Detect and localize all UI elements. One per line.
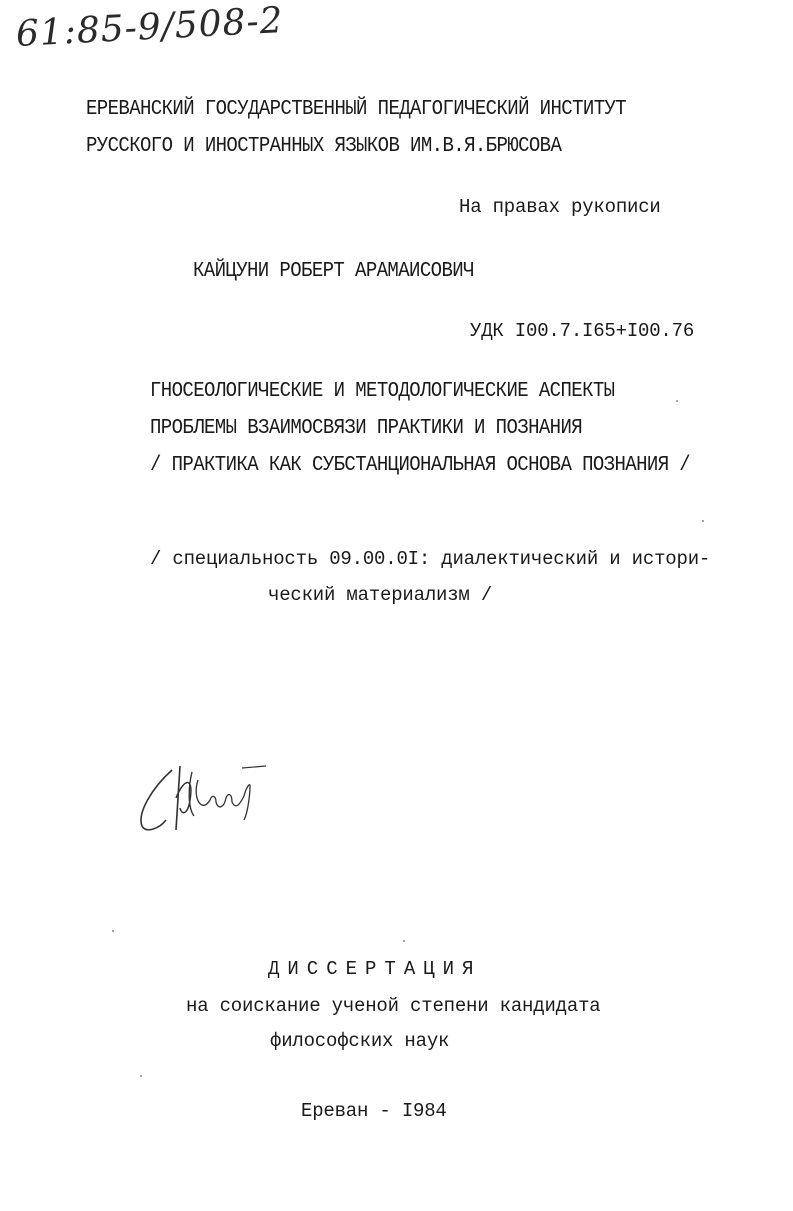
scan-speck: [676, 400, 678, 402]
scan-speck: [112, 930, 114, 932]
scan-speck: [702, 520, 704, 522]
scan-speck: [403, 940, 405, 942]
title-line-3: / ПРАКТИКА КАК СУБСТАНЦИОНАЛЬНАЯ ОСНОВА ПОЗНАНИЯ /: [150, 452, 691, 477]
handwritten-signature: [132, 758, 272, 838]
scan-speck: [140, 1075, 142, 1077]
author-name: КАЙЦУНИ РОБЕРТ АРАМАИСОВИЧ: [193, 258, 474, 283]
specialty-line-2: ческий материализм /: [268, 584, 493, 606]
archive-handwritten-mark: 61:85-9/508-2: [15, 0, 285, 55]
place-and-year: Ереван - I984: [301, 1100, 447, 1122]
title-line-2: ПРОБЛЕМЫ ВЗАИМОСВЯЗИ ПРАКТИКИ И ПОЗНАНИЯ: [150, 415, 583, 440]
institute-line-2: РУССКОГО И ИНОСТРАННЫХ ЯЗЫКОВ ИМ.В.Я.БРЮСОВА: [86, 133, 562, 158]
dissertation-heading: ДИССЕРТАЦИЯ: [268, 958, 482, 980]
title-line-1: ГНОСЕОЛОГИЧЕСКИЕ И МЕТОДОЛОГИЧЕСКИЕ АСПЕКТЫ: [150, 378, 615, 403]
specialty-line-1: / специальность 09.00.0I: диалектический и истори-: [150, 548, 711, 570]
dissertation-degree-line-2: философских наук: [270, 1030, 450, 1052]
institute-line-1: ЕРЕВАНСКИЙ ГОСУДАРСТВЕННЫЙ ПЕДАГОГИЧЕСКИЙ ИНСТИТУТ: [86, 96, 627, 121]
udc-code: УДК I00.7.I65+I00.76: [470, 320, 695, 342]
manuscript-rights-note: На правах рукописи: [459, 196, 661, 218]
dissertation-degree-line-1: на соискание ученой степени кандидата: [186, 995, 601, 1017]
